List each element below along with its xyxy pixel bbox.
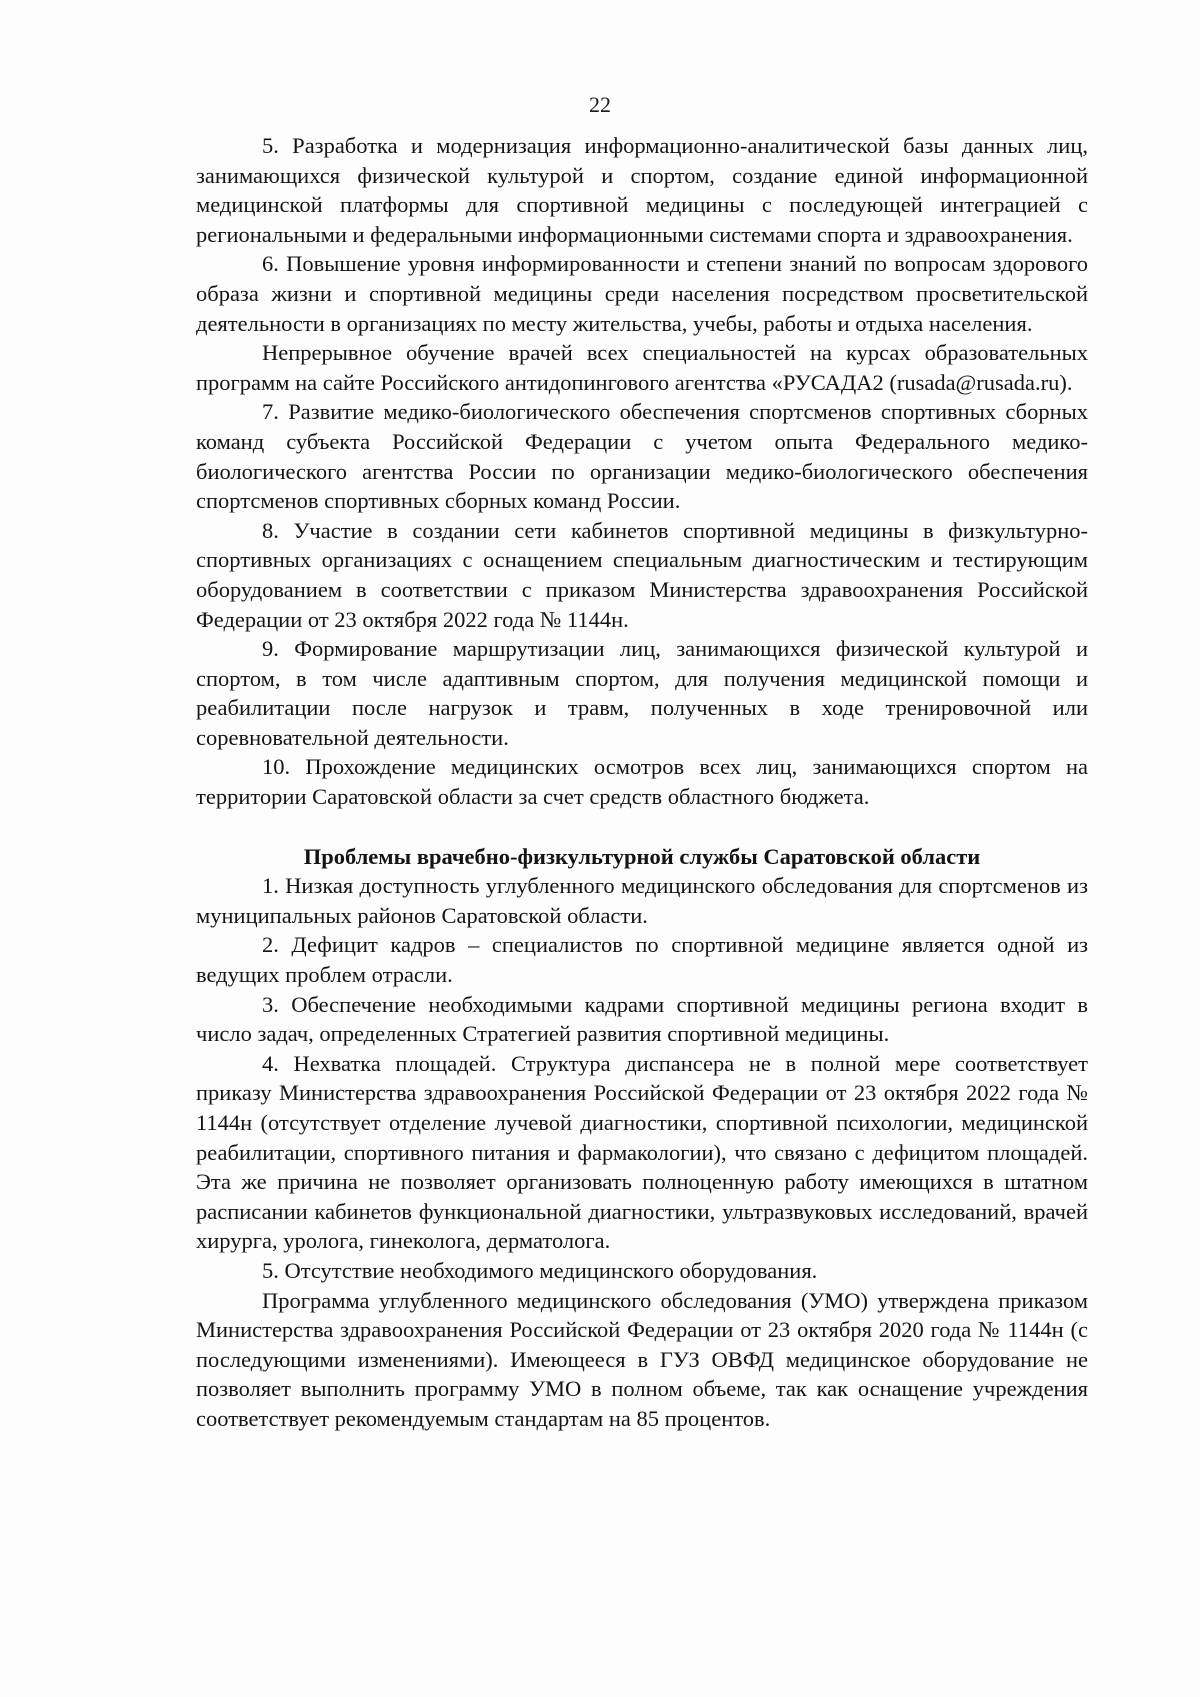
problem-item-2: 2. Дефицит кадров – специалистов по спортивной медицине является одной из ведущих проблем отрасли. (196, 932, 1088, 988)
paragraph-item-5: 5. Разработка и модернизация информационно-аналитической базы данных лиц, занимающихся физической культурой и спортом, создание единой информационной медицинской платформы для спортивной медицины с последующей интеграцией с региональными и федеральными информационными системами спорта и здравоохранения. (196, 133, 1088, 247)
problem-item-5: 5. Отсутствие необходимого медицинского оборудования. (262, 1257, 818, 1283)
paragraph-umo-program: Программа углубленного медицинского обследования (УМО) утверждена приказом Министерства здравоохранения Российской Федерации от 23 октября 2020 года № 1144н (с последующими изменениями). Имеющееся в ГУЗ ОВФД медицинское оборудование не позволяет выполнить программу УМО в полном объеме, так как оснащение учреждения соответствует рекомендуемым стандартам на 85 процентов. (196, 1287, 1088, 1431)
problem-item-1: 1. Низкая доступность углубленного медицинского обследования для спортсменов из муниципальных районов Саратовской области. (196, 873, 1088, 928)
paragraph-continuous-training: Непрерывное обучение врачей всех специальностей на курсах образовательных программ на сайте Российского антидопингового агентства «РУСАДА2 (rusada@rusada.ru). (196, 340, 1088, 395)
paragraph-item-10: 10. Прохождение медицинских осмотров всех лиц, занимающихся спортом на территории Саратовской области за счет средств областного бюджета. (196, 754, 1088, 810)
paragraph-item-9: 9. Формирование маршрутизации лиц, занимающихся физической культурой и спортом, в том числе адаптивным спортом, для получения медицинской помощи и реабилитации после нагрузок и травм, полученных в ходе тренировочной или соревновательной деятельности. (196, 636, 1088, 750)
page-number: 22 (589, 92, 611, 117)
paragraph-item-8: 8. Участие в создании сети кабинетов спортивной медицины в физкультурно-спортивных организациях с оснащением специальным диагностическим и тестирующим оборудованием в соответствии с приказом Министерства здравоохранения Российской Федерации от 23 октября 2022 года № 1144н. (196, 517, 1088, 632)
section-heading: Проблемы врачебно-физкультурной службы Саратовской области (303, 843, 981, 869)
document-body (196, 131, 1088, 1434)
problem-item-4: 4. Нехватка площадей. Структура диспансера не в полной мере соответствует приказу Министерства здравоохранения Российской Федерации от 23 октября 2022 года № 1144н (отсутствует отделение лучевой диагностики, спортивной психологии, медицинской реабилитации, спортивного питания и фармакологии), что связано с дефицитом площадей. Эта же причина не позволяет организовать полноценную работу имеющихся в штатном расписании кабинетов функциональной диагностики, ультразвуковых исследований, врачей хирурга, уролога, гинеколога, дерматолога. (196, 1050, 1088, 1254)
paragraph-item-6: 6. Повышение уровня информированности и степени знаний по вопросам здорового образа жизни и спортивной медицины среди населения посредством просветительской деятельности в организациях по месту жительства, учебы, работы и отдыха населения. (196, 251, 1088, 336)
problem-item-3: 3. Обеспечение необходимыми кадрами спортивной медицины региона входит в число задач, определенных Стратегией развития спортивной медицины. (196, 991, 1088, 1047)
paragraph-item-7: 7. Развитие медико-биологического обеспечения спортсменов спортивных сборных команд субъекта Российской Федерации с учетом опыта Федерального медико-биологического агентства России по организации медико-биологического обеспечения спортсменов спортивных сборных команд России. (196, 399, 1088, 514)
